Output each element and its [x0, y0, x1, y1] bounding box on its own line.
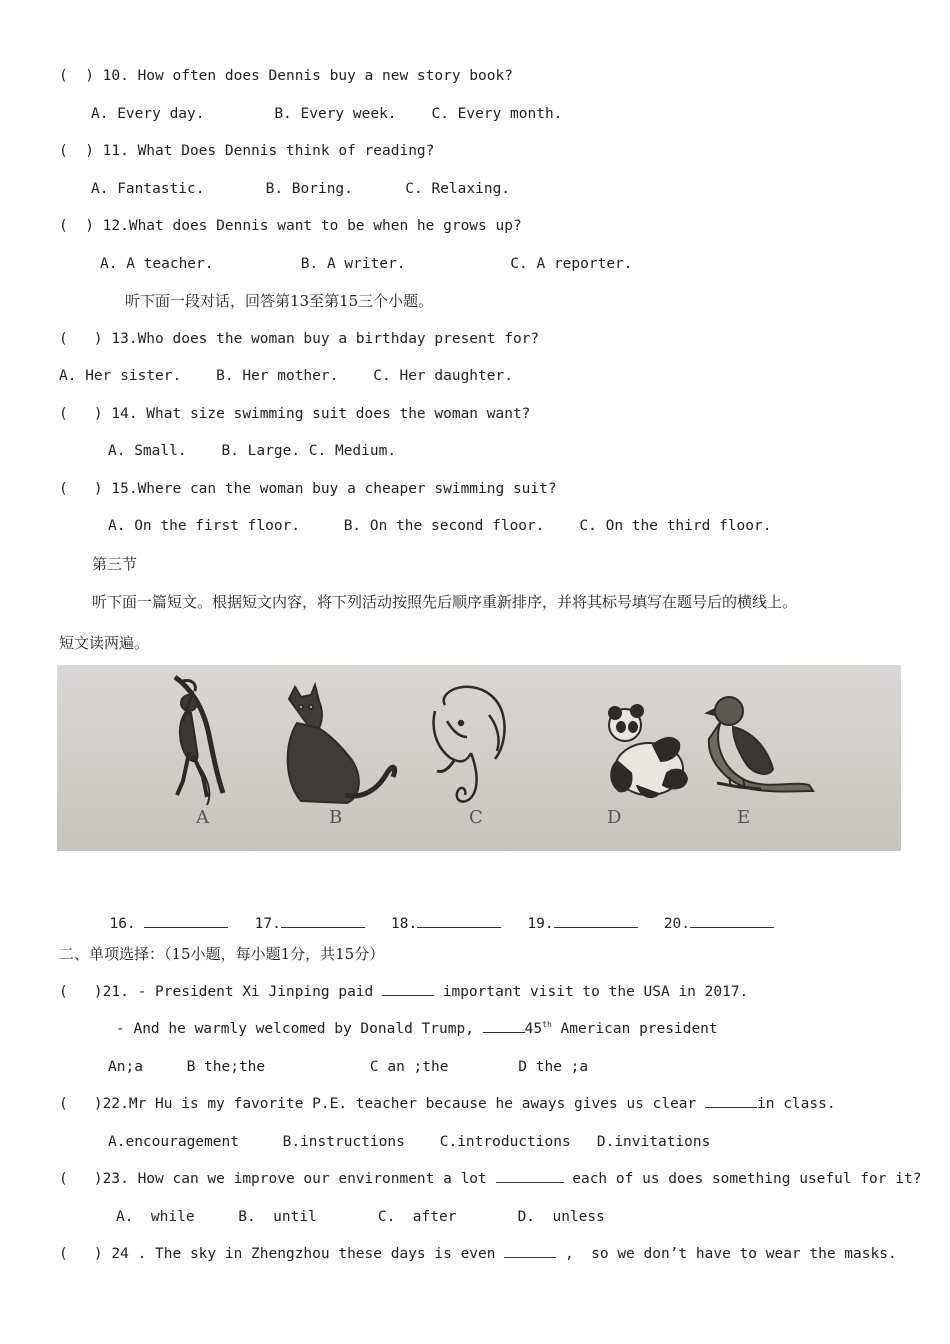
question-21-stem: [59, 982, 748, 1002]
picture-label-b: B: [329, 807, 343, 828]
animal-pictures: [57, 665, 901, 851]
q21-stem-after: important visit to the USA in 2017.: [434, 984, 749, 1000]
picture-label-d: D: [607, 807, 622, 828]
q21-line2-before: - And he warmly welcomed by Donald Trump,: [116, 1021, 483, 1037]
section3-title: 第三节: [92, 555, 138, 573]
q22-stem-before: ( )22.Mr Hu is my favorite P.E. teacher because he aways gives us clear: [59, 1096, 706, 1112]
q23-stem-after: each of us does something useful for it?: [563, 1171, 922, 1187]
question-11-options: A. Fantastic. B. Boring. C. Relaxing.: [91, 181, 511, 197]
question-14-stem: ( ) 14. What size swimming suit does the woman want?: [59, 406, 531, 422]
q23-blank[interactable]: [496, 1170, 564, 1183]
monkey-image: [175, 677, 223, 805]
question-14-options: A. Small. B. Large. C. Medium.: [108, 443, 397, 459]
q22-blank[interactable]: [705, 1095, 757, 1108]
question-13-stem: ( ) 13.Who does the woman buy a birthday present for?: [59, 331, 540, 347]
q23-stem-before: ( )23. How can we improve our environment a lot: [59, 1171, 496, 1187]
blank-19[interactable]: [554, 915, 638, 928]
question-21-line2: [116, 1019, 718, 1039]
question-15-options: A. On the first floor. B. On the second floor. C. On the third floor.: [108, 518, 772, 534]
q24-stem-before: ( ) 24 . The sky in Zhengzhou these days is even: [59, 1246, 505, 1262]
question-10-options: A. Every day. B. Every week. C. Every month.: [91, 106, 563, 122]
question-24-stem: [59, 1244, 897, 1264]
cat-image: [288, 685, 395, 803]
question-23-options: A. while B. until C. after D. unless: [116, 1209, 605, 1225]
question-22-options: A.encouragement B.instructions C.introductions D.invitations: [108, 1134, 711, 1150]
q24-blank[interactable]: [504, 1245, 556, 1258]
question-23-stem: [59, 1169, 921, 1189]
q21-line2-sup: th: [542, 1020, 552, 1030]
blank-16[interactable]: [144, 915, 228, 928]
q22-stem-after: in class.: [757, 1096, 836, 1112]
blank-20[interactable]: [690, 915, 774, 928]
section3-instructions-2: 短文读两遍。: [59, 634, 150, 652]
section-note-13-15: 听下面一段对话，回答第13至第15三个小题。: [125, 292, 434, 310]
question-15-stem: ( ) 15.Where can the woman buy a cheaper swimming suit?: [59, 481, 557, 497]
q21-blank[interactable]: [382, 983, 434, 996]
blank-20-label: 20.: [663, 916, 691, 932]
question-11-stem: ( ) 11. What Does Dennis think of reading?: [59, 143, 435, 159]
q21-line2-after: American president: [551, 1021, 718, 1037]
question-12-options: A. A teacher. B. A writer. C. A reporter.: [100, 256, 633, 272]
blank-19-label: 19.: [527, 916, 554, 932]
part2-heading: 二、单项选择：（15小题，每小题1分，共15分）: [59, 945, 385, 963]
picture-label-e: E: [737, 807, 751, 828]
question-22-stem: [59, 1094, 836, 1114]
question-21-options: An;a B the;the C an ;the D the ;a: [108, 1059, 589, 1075]
picture-label-a: A: [196, 807, 209, 828]
question-12-stem: ( ) 12.What does Dennis want to be when he grows up?: [59, 218, 522, 234]
blank-16-label: 16.: [109, 916, 136, 932]
section3-instructions-1: 听下面一篇短文。根据短文内容，将下列活动按照先后顺序重新排序，并将其标号填写在题号后的横线上。: [92, 593, 798, 611]
blank-18[interactable]: [417, 915, 501, 928]
blank-row: [92, 894, 774, 934]
picture-label-c: C: [469, 807, 483, 828]
panda-image: [609, 705, 687, 797]
q21-stem-before: ( )21. - President Xi Jinping paid: [59, 984, 383, 1000]
q24-stem-after: , so we don’t have to wear the masks.: [556, 1246, 897, 1262]
elephant-image: [434, 687, 505, 802]
bird-image: [707, 697, 813, 792]
question-10-stem: ( ) 10. How often does Dennis buy a new story book?: [59, 68, 513, 84]
blank-17[interactable]: [281, 915, 365, 928]
blank-18-label: 18.: [391, 916, 418, 932]
blank-17-label: 17.: [254, 916, 281, 932]
q21-line2-num: 45: [524, 1021, 543, 1037]
question-13-options: A. Her sister. B. Her mother. C. Her daughter.: [59, 368, 513, 384]
q21-blank-2[interactable]: [483, 1020, 525, 1033]
